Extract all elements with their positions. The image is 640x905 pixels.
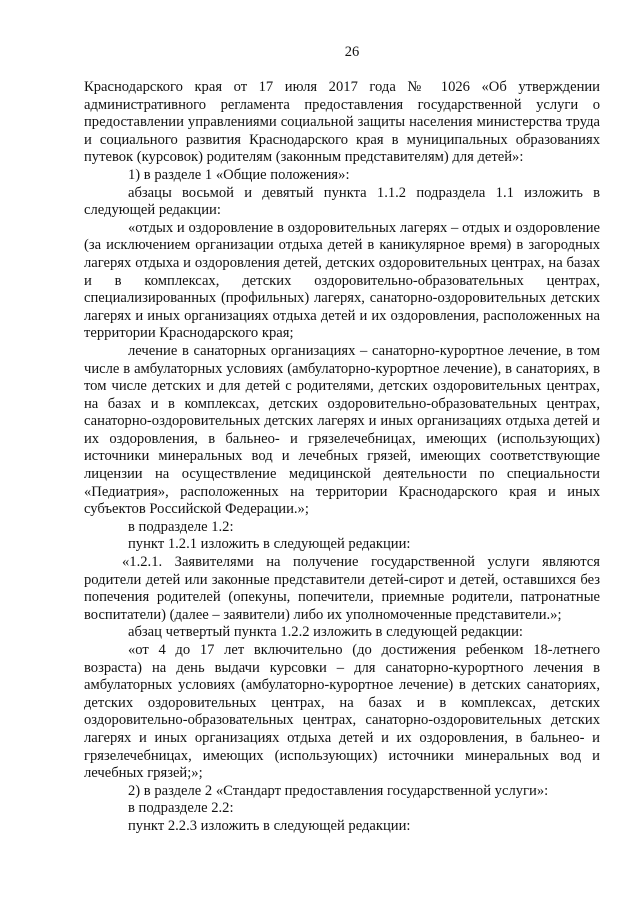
paragraph-subsection-1-1: абзацы восьмой и девятый пункта 1.1.2 подраздела 1.1 изложить в следующей редакции: [84, 184, 600, 219]
paragraph-item-2-2-3: пункт 2.2.3 изложить в следующей редакции: [128, 817, 411, 834]
paragraph-regulation-reference: Краснодарского края от 17 июля 2017 года № 1026 «Об утверждении административного регламента предоставления государственной услуги о предоставлении управлениями социальной защиты населения министерства труда и социального развития Краснодарского края в муниципальных образованиях путевок (курсовок) родителям (законным представителям) для детей»: [84, 79, 600, 166]
paragraph-item-1-2-2: абзац четвертый пункта 1.2.2 изложить в следующей редакции: [128, 624, 523, 641]
paragraph-item-1-2-1: пункт 1.2.1 изложить в следующей редакции: [128, 536, 411, 553]
paragraph-age-range: «от 4 до 17 лет включительно (до достижения ребенком 18-летнего возраста) на день выдачи курсовки – для санаторно-курортного лечения в амбулаторных условиях (амбулаторно-курортное лечение) в детских санаториях, детских оздоровительных центрах, на базах и в комплексах, детских оздоровительно-образовательных центрах, санаторно-оздоровительных детских лагерях и иных организациях отдыха детей и их оздоровления, в бальнео- и грязелечебницах, имеющих (использующих) источники минеральных вод и лечебных грязей;»; [84, 642, 600, 782]
paragraph-treatment-definition: лечение в санаторных организациях – санаторно-курортное лечение, в том числе в амбулаторных условиях (амбулаторно-курортное лечение), в санаториях, в том числе детских и для детей с родителями, детских оздоровительных центрах, на базах и в комплексах, детских оздоровительно-образовательных центрах, санаторно-оздоровительных детских лагерях и иных организациях отдыха детей и их оздоровления, в бальнео- и грязелечебницах, имеющих (использующих) источники минеральных вод и лечебных грязей, имеющих соответствующие лицензии на осуществление медицинской деятельности по специальности «Педиатрия», расположенных на территории Краснодарского края и иных субъектов Российской Федерации.»; [84, 342, 600, 518]
paragraph-subsection-1-2: в подразделе 1.2: [128, 518, 234, 535]
paragraph-rest-definition: «отдых и оздоровление в оздоровительных лагерях – отдых и оздоровление (за исключением организации отдыха детей в каникулярное время) в загородных лагерях отдыха и оздоровления детей, детских оздоровительных центрах, на базах и в комплексах, детских оздоровительно-образовательных центрах, специализированных (профильных) лагерях, санаторно-оздоровительных детских лагерях и иных организациях отдыха детей и их оздоровления, расположенных на территории Краснодарского края; [84, 219, 600, 342]
paragraph-applicants: «1.2.1. Заявителями на получение государственной услуги являются родители детей или законные представители детей-сирот и детей, оставшихся без попечения родителей (опекуны, попечители, приемные родители, патронатные воспитатели) (далее – заявители) либо их уполномоченные представители.»; [84, 554, 600, 623]
paragraph-section-1: 1) в разделе 1 «Общие положения»: [128, 166, 350, 183]
page-number: 26 [344, 44, 360, 60]
paragraph-section-2: 2) в разделе 2 «Стандарт предоставления государственной услуги»: [128, 782, 549, 799]
paragraph-subsection-2-2: в подразделе 2.2: [128, 800, 234, 817]
